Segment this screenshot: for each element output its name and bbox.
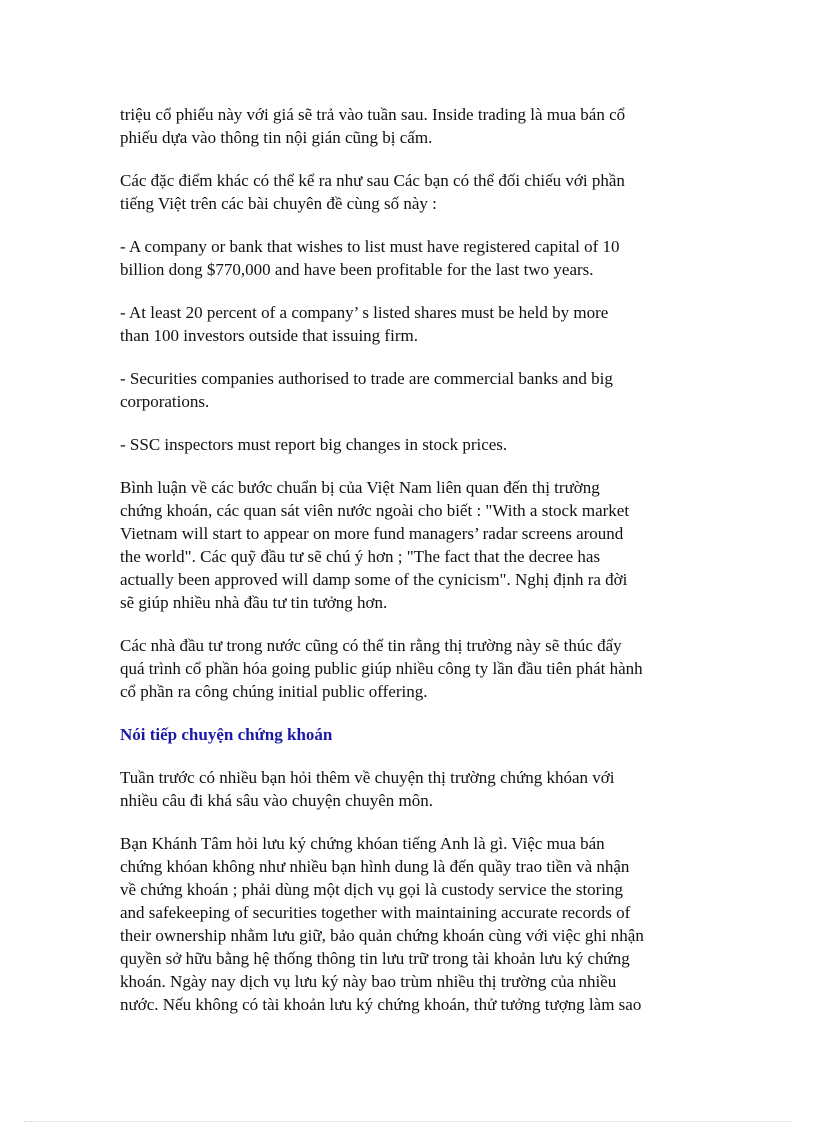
paragraph-other-features: Các đặc điểm khác có thể kể ra như sau Các bạn có thể đối chiếu với phần tiếng Việt trên các bài chuyên đề cùng số này : [120, 171, 625, 213]
paragraph-listing-capital: - A company or bank that wishes to list must have registered capital of 10 billion dong $770,000 and have been profitable for the last two years. [120, 237, 620, 279]
document-page [120, 103, 700, 1036]
paragraph-securities-companies: - Securities companies authorised to trade are commercial banks and big corporations. [120, 369, 613, 411]
paragraph-last-week: Tuần trước có nhiều bạn hỏi thêm về chuyện thị trường chứng khóan với nhiều câu đi khá sâu vào chuyện chuyên môn. [120, 768, 615, 810]
paragraph-ssc-inspectors: - SSC inspectors must report big changes in stock prices. [120, 435, 508, 454]
paragraph-inside-trading: triệu cổ phiếu này với giá sẽ trả vào tuần sau. Inside trading là mua bán cổ phiếu dựa vào thông tin nội gián cũng bị cấm. [120, 105, 626, 147]
section-heading: Nói tiếp chuyện chứng khoán [120, 725, 333, 744]
paragraph-listed-shares: - At least 20 percent of a company’ s listed shares must be held by more than 100 investors outside that issuing firm. [120, 303, 609, 345]
paragraph-commentary: Bình luận về các bước chuẩn bị của Việt Nam liên quan đến thị trường chứng khoán, các quan sát viên nước ngoài cho biết : "With a stock market Vietnam will start to appear on more fund managers’ radar screens around the world". Các quỹ đầu tư sẽ chú ý hơn ; "The fact that the decree has actually been approved will damp some of the cynicism". Nghị định ra đời sẽ giúp nhiều nhà đầu tư tin tưởng hơn. [120, 478, 630, 612]
paragraph-domestic-investors: Các nhà đầu tư trong nước cũng có thể tin rằng thị trường này sẽ thúc đẩy quá trình cổ phần hóa going public giúp nhiều công ty lần đầu tiên phát hành cổ phần ra công chúng initial public offering. [120, 636, 643, 701]
paragraph-custody-service: Bạn Khánh Tâm hỏi lưu ký chứng khóan tiếng Anh là gì. Việc mua bán chứng khóan không như nhiều bạn hình dung là đến quầy trao tiền và nhận về chứng khoán ; phải dùng một dịch vụ gọi là custody service the storing and safekeeping of securities together with maintaining accurate records of their ownership nhằm lưu giữ, bảo quản chứng khoán cùng với việc ghi nhận quyền sở hữu bằng hệ thống thông tin lưu trữ trong tài khoản lưu ký chứng khoán. Ngày nay dịch vụ lưu ký này bao trùm nhiều thị trường của nhiều nước. Nếu không có tài khoản lưu ký chứng khoán, thử tưởng tượng làm sao [120, 834, 644, 1014]
page-bottom-divider [24, 1121, 792, 1122]
